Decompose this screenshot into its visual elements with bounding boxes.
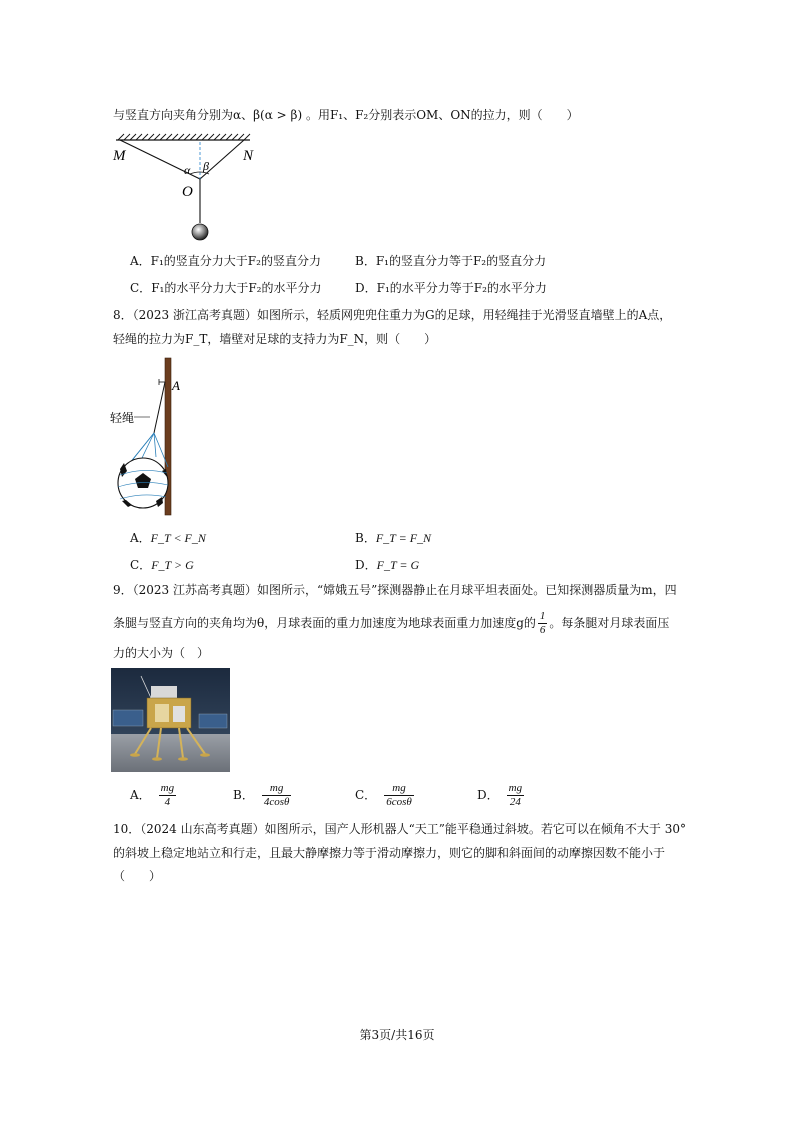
- q8-option-d[interactable]: D．F_T = G: [355, 558, 420, 572]
- q7-option-a[interactable]: A．F₁的竖直分力大于F₂的竖直分力: [130, 254, 321, 268]
- q7-option-d[interactable]: D．F₁的水平分力等于F₂的水平分力: [355, 281, 547, 295]
- label-beta: β: [203, 159, 209, 173]
- label-m: M: [113, 148, 126, 164]
- label-o: O: [182, 184, 193, 200]
- q7-figure: [110, 130, 260, 245]
- q8-option-a[interactable]: A．F_T < F_N: [130, 531, 206, 545]
- fraction-one-sixth: $\frac{1}{6}$: [539, 610, 546, 636]
- label-rope: 轻绳: [110, 411, 135, 425]
- q9-option-b[interactable]: B． $\frac{mg}{4\cos\theta}$: [233, 782, 290, 808]
- label-a: A: [172, 378, 180, 393]
- label-n: N: [243, 148, 254, 164]
- q9-lander-photo: [111, 668, 230, 772]
- q8-option-c[interactable]: C．F_T > G: [130, 558, 194, 572]
- q9-option-a[interactable]: A． $\frac{mg}{4}$: [130, 782, 175, 808]
- q9-stem-line-3: 力的大小为（ ）: [113, 646, 210, 660]
- q10-stem-line-2: 的斜坡上稳定地站立和行走，且最大静摩擦力等于滑动摩擦力，则它的脚和斜面间的动摩擦因数不能小于: [113, 846, 666, 860]
- q8-stem-line-1: 8．（2023 浙江高考真题）如图所示，轻质网兜兜住重力为G的足球，用轻绳挂于光滑竖直墙壁上的A点，: [113, 308, 672, 322]
- q7-option-b[interactable]: B．F₁的竖直分力等于F₂的竖直分力: [355, 254, 547, 268]
- rope: [154, 382, 165, 433]
- label-alpha: α: [184, 163, 191, 177]
- q9-stem-line-1: 9．（2023 江苏高考真题）如图所示，“嫦娥五号”探测器静止在月球平坦表面处。已知探测器质量为m，四: [113, 583, 677, 597]
- page-footer: 第3页/共16页: [359, 1028, 435, 1042]
- q7-option-c[interactable]: C．F₁的水平分力大于F₂的水平分力: [130, 281, 322, 295]
- q9-option-d[interactable]: D． $\frac{mg}{24}$: [477, 782, 523, 808]
- q10-stem-line-1: 10．（2024 山东高考真题）如图所示，国产人形机器人“天工”能平稳通过斜坡。若它可以在倾角不大于 30°: [113, 822, 686, 836]
- q8-figure: [110, 355, 200, 520]
- q9-stem-line-2: 条腿与竖直方向的夹角均为θ，月球表面的重力加速度为地球表面重力加速度g的 $\frac{1}{6}$ 。每条腿对月球表面压: [113, 610, 670, 636]
- q9-option-c[interactable]: C． $\frac{mg}{6\cos\theta}$: [355, 782, 412, 808]
- q8-stem-line-2: 轻绳的拉力为F_T，墙壁对足球的支持力为F_N，则（ ）: [113, 332, 437, 346]
- q10-stem-line-3: （ ）: [113, 869, 162, 883]
- hanging-ball: [192, 224, 208, 240]
- q7-stem-line: 与竖直方向夹角分别为α、β(α > β) 。用F₁、F₂分别表示OM、ON的拉力，则（ ）: [113, 108, 579, 122]
- q8-option-b[interactable]: B．F_T = F_N: [355, 531, 432, 545]
